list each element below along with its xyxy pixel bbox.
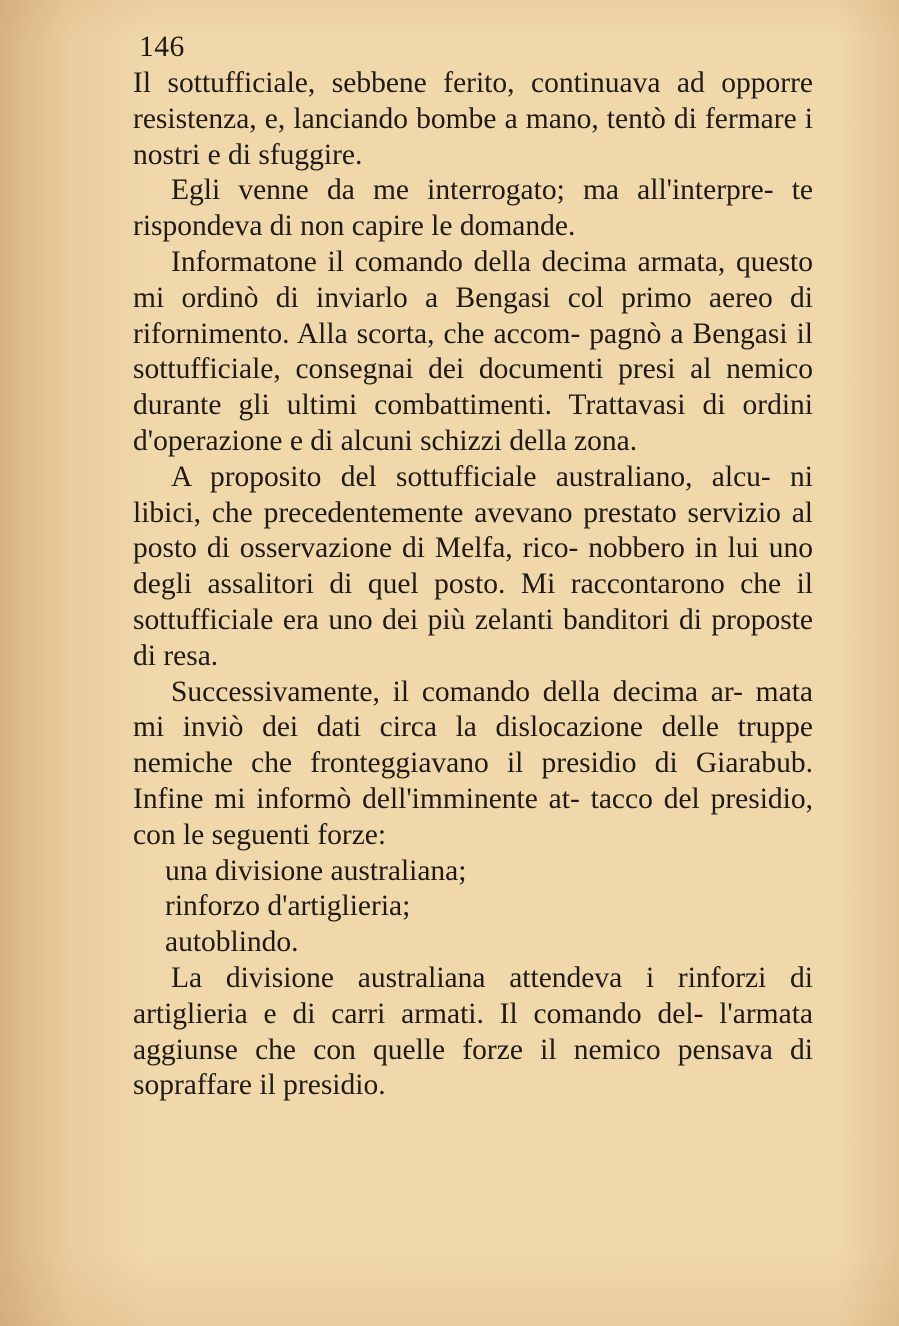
page-number: 146 [139,31,185,63]
paragraph: Informatone il comando della decima armata, questo mi ordinò di inviarlo a Bengasi col primo aereo di rifornimento. Alla scorta, che accom- pagnò a Bengasi il sottufficiale, consegnai dei documenti presi al nemico durante gli ultimi combattimenti. Trattavasi di ordini d'operazione e di alcuni schizzi della zona. [133,245,813,457]
page-text [133,30,813,1104]
paragraph: La divisione australiana attendeva i rinforzi di artiglieria e di carri armati. Il comando del- l'armata aggiunse che con quelle forze il nemico pensava di sopraffare il presidio. [133,961,813,1102]
paragraph: A proposito del sottufficiale australiano, alcu- ni libici, che precedentemente avevano prestato servizio al posto di osservazione di Melfa, rico- nobbero in lui uno degli assalitori di quel posto. Mi raccontarono che il sottufficiale era uno dei più zelanti banditori di proposte di resa. [133,460,813,672]
list-item: una divisione australiana; [165,854,467,887]
list-item: rinforzo d'artiglieria; [165,890,411,923]
paragraph: Successivamente, il comando della decima ar- mata mi inviò dei dati circa la dislocazione delle truppe nemiche che fronteggiavano il presidio di Giarabub. Infine mi informò dell'imminente at- tacco del presidio, con le seguenti forze: [133,675,813,851]
paragraph: Il sottufficiale, sebbene ferito, continuava ad opporre resistenza, e, lanciando bombe a mano, tentò di fermare i nostri e di sfuggire. [133,67,813,171]
list-item: autoblindo. [165,926,299,959]
paragraph: Egli venne da me interrogato; ma all'interpre- te rispondeva di non capire le domande. [133,174,813,243]
